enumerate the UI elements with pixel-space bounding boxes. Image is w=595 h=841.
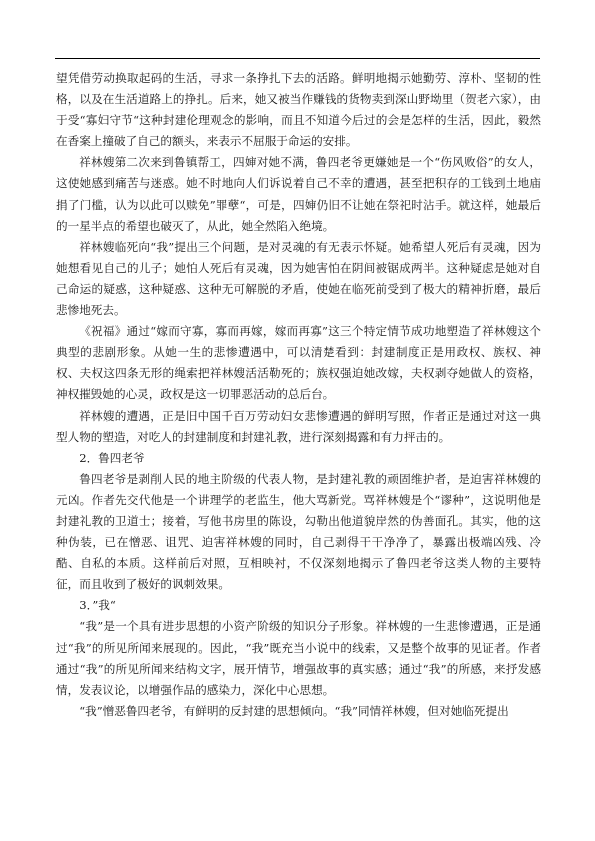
paragraph: 鲁四老爷是剥削人民的地主阶级的代表人物，是封建礼教的顽固维护者，是迫害祥林嫂的元凶。作者先交代他是一个讲理学的老监生，他大骂新党。骂祥林嫂是个“谬种”，这说明他是封建礼教的卫道士；接着，写他书房里的陈设，勾勒出他道貌岸然的伪善面孔。其实，他的这种伪装，已在憎恶、诅咒、迫害祥林嫂的同时，自己剥得干干净净了，暴露出极端凶残、冷酷、自私的本质。这样前后对照，互相映衬，不仅深刻地揭示了鲁四老爷这类人物的主要特征，而且收到了极好的讽刺效果。 bbox=[56, 471, 541, 592]
document-body bbox=[56, 68, 541, 722]
paragraph: “我”憎恶鲁四老爷，有鲜明的反封建的思想倾向。“我”同情祥林嫂，但对她临死提出 bbox=[79, 703, 509, 718]
section-heading: 3．”我“ bbox=[79, 598, 116, 613]
section-heading: 2．鲁四老爷 bbox=[79, 450, 145, 465]
paragraph: “我”是一个具有进步思想的小资产阶级的知识分子形象。祥林嫂的一生悲惨遭遇，正是通过“我”的所见所闻来展现的。因此，“我”既充当小说中的线索，又是整个故事的见证者。作者通过“我”的所见所闻来结构文字，展开情节，增强故事的真实感；通过“我”的所感，来抒发感情，发表议论，以增强作品的感染力，深化中心思想。 bbox=[56, 619, 541, 697]
paragraph: 祥林嫂第二次来到鲁镇帮工，四婶对她不满，鲁四老爷更嫌她是一个“伤风败俗”的女人，这使她感到痛苦与迷惑。她不时地向人们诉说着自己不幸的遭遇，甚至把积存的工钱到土地庙捐了门槛，认为以此可以赎免”罪孽“，可是，四婶仍旧不让她在祭祀时沾手。就这样，她最后的一星半点的希望也破灭了，从此，她全然陷入绝境。 bbox=[56, 155, 541, 233]
paragraph: 《祝福》通过“嫁而守寡，寡而再嫁，嫁而再寡”这三个特定情节成功地塑造了祥林嫂这个典型的悲剧形象。从她一生的悲惨遭遇中，可以清楚看到：封建制度正是用政权、族权、神权、夫权这四条无形的绳索把祥林嫂活活勒死的；族权强迫她改嫁，夫权剥夺她做人的资格，神权摧毁她的心灵，政权是这一切罪恶活动的总后台。 bbox=[56, 324, 541, 402]
header-rule bbox=[55, 58, 540, 59]
paragraph: 祥林嫂的遭遇，正是旧中国千百万劳动妇女悲惨遭遇的鲜明写照，作者正是通过对这一典型人物的塑造，对吃人的封建制度和封建礼教，进行深刻揭露和有力抨击的。 bbox=[56, 408, 541, 444]
paragraph-continued: 望凭借劳动换取起码的生活，寻求一条挣扎下去的活路。鲜明地揭示她勤劳、淳朴、坚韧的性格，以及在生活道路上的挣扎。后来，她又被当作赚钱的货物卖到深山野坳里（贺老六家），由于受“寡妇守节“这种封建伦理观念的影响，而且不知道今后过的会是怎样的生活，因此，毅然在香案上撞破了自己的额头，来表示不屈服于命运的安排。 bbox=[56, 71, 541, 149]
paragraph: 祥林嫂临死向“我”提出三个问题，是对灵魂的有无表示怀疑。她希望人死后有灵魂，因为她想看见自己的儿子；她怕人死后有灵魂，因为她害怕在阴间被锯成两半。这种疑虑是她对自己命运的疑惑，这种疑惑、这种无可解脱的矛盾，使她在临死前受到了极大的精神折磨，最后悲惨地死去。 bbox=[56, 239, 541, 318]
